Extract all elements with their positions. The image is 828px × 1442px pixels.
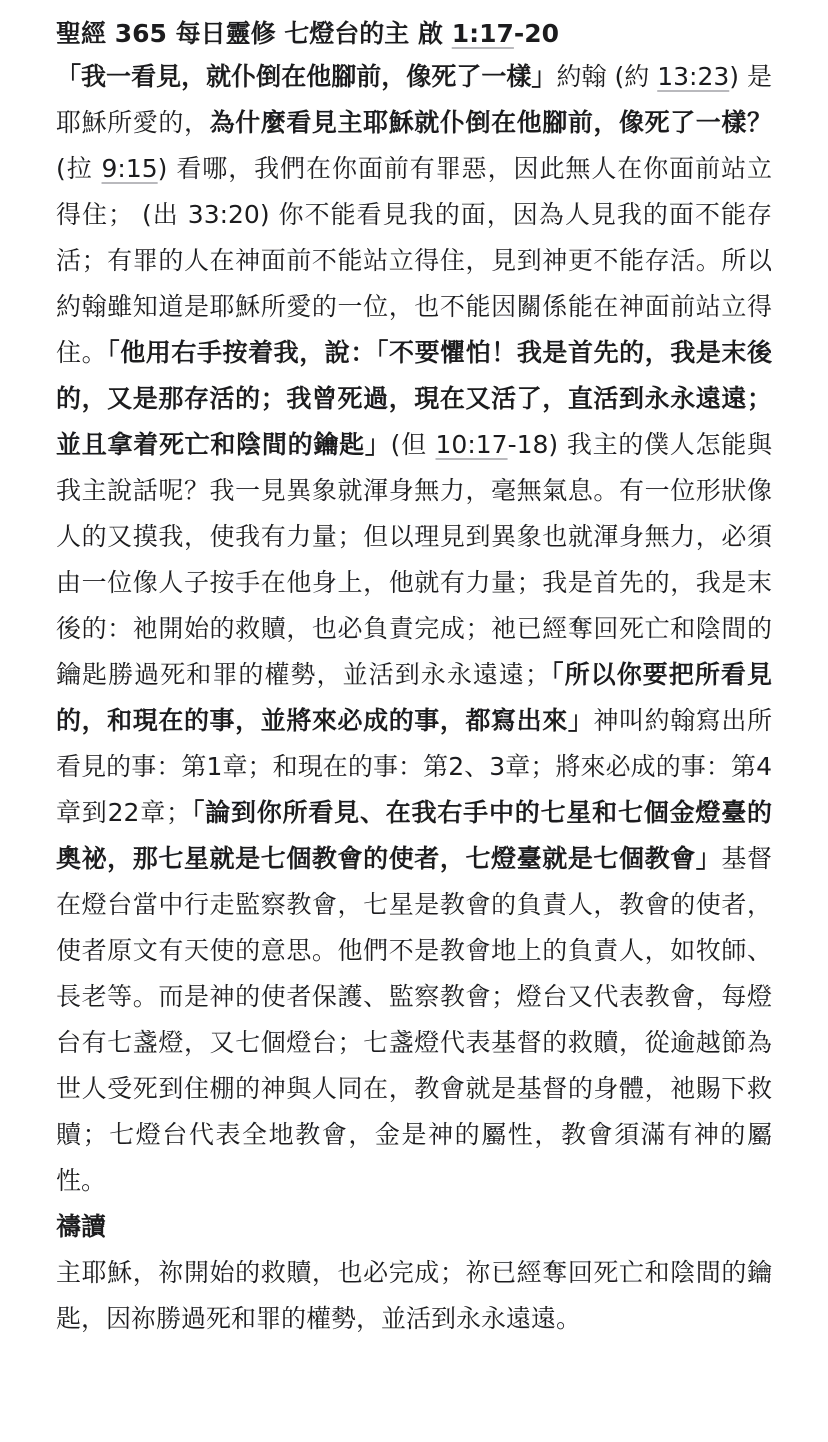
body-text: 約翰 (約: [556, 62, 658, 91]
prayer-heading: 禱讀: [56, 1212, 107, 1241]
scripture-reference-link[interactable]: 10:17: [435, 430, 508, 459]
prayer-text: 主耶穌，祢開始的救贖，也必完成；祢已經奪回死亡和陰間的鑰匙，因祢勝過死和罪的權勢，並活到永永遠遠。: [56, 1258, 772, 1333]
devotional-body: [56, 54, 772, 1204]
title-prefix: 聖經 365 每日靈修 七燈台的主 啟: [56, 19, 452, 48]
body-text: (但: [390, 430, 436, 459]
bold-quote: 「所以你要把所看見的，和現在的事，並將來必成的事，都寫出來」: [56, 660, 772, 735]
bold-quote: 「我一看見，就仆倒在他腳前，像死了一樣」: [56, 62, 557, 91]
title-suffix: -20: [513, 19, 560, 48]
scripture-reference-link[interactable]: 13:23: [657, 62, 730, 91]
scripture-reference-link[interactable]: 9:15: [101, 154, 158, 183]
body-text: (拉: [56, 154, 102, 183]
body-text: -18) 我主的僕人怎能與我主說話呢？我一見異象就渾身無力，毫無氣息。有一位形狀像人的又摸我，使我有力量；但以理見到異象也就渾身無力，必須由一位像人子按手在他身上，他就有力量；我是首先的，我是末後的：祂開始的救贖，也必負責完成；祂已經奪回死亡和陰間的鑰匙勝過死和罪的權勢，並活到永永遠遠；: [56, 430, 772, 689]
body-text: ) 是耶穌所愛的，: [56, 62, 772, 137]
devotional-document: [56, 14, 772, 1342]
body-text: 神叫約翰寫出所看見的事：第1章；和現在的事：第2、3章；將來必成的事：第4章到22章；: [56, 706, 772, 827]
body-text: ) 看哪，我們在你面前有罪惡，因此無人在你面前站立得住； (出 33:20) 你不能看見我的面，因為人見我的面不能存活；有罪的人在神面前不能站立得住，見到神更不能存活。所以約翰雖知道是耶穌所愛的一位，也不能因關係能在神面前站立得住。: [56, 154, 773, 367]
scripture-reference-link[interactable]: 1:17: [451, 19, 514, 48]
bold-question: 為什麼看見主耶穌就仆倒在他腳前，像死了一樣？: [209, 108, 772, 137]
bold-quote: 「論到你所看見、在我右手中的七星和七個金燈臺的奧祕，那七星就是七個教會的使者，七燈臺就是七個教會」: [56, 798, 772, 873]
body-text: 基督在燈台當中行走監察教會，七星是教會的負責人，教會的使者，使者原文有天使的意思。他們不是教會地上的負責人，如牧師、長老等。而是神的使者保護、監察教會；燈台又代表教會，每燈台有七盞燈，又七個燈台；七盞燈代表基督的救贖，從逾越節為世人受死到住棚的神與人同在，教會就是基督的身體，祂賜下救贖；七燈台代表全地教會，金是神的屬性，教會須滿有神的屬性。: [56, 844, 772, 1195]
page-title: [56, 14, 772, 54]
bold-quote: 「他用右手按着我，說：「不要懼怕！我是首先的，我是末後的，又是那存活的；我曾死過，現在又活了，直活到永永遠遠；並且拿着死亡和陰間的鑰匙」: [56, 338, 772, 459]
